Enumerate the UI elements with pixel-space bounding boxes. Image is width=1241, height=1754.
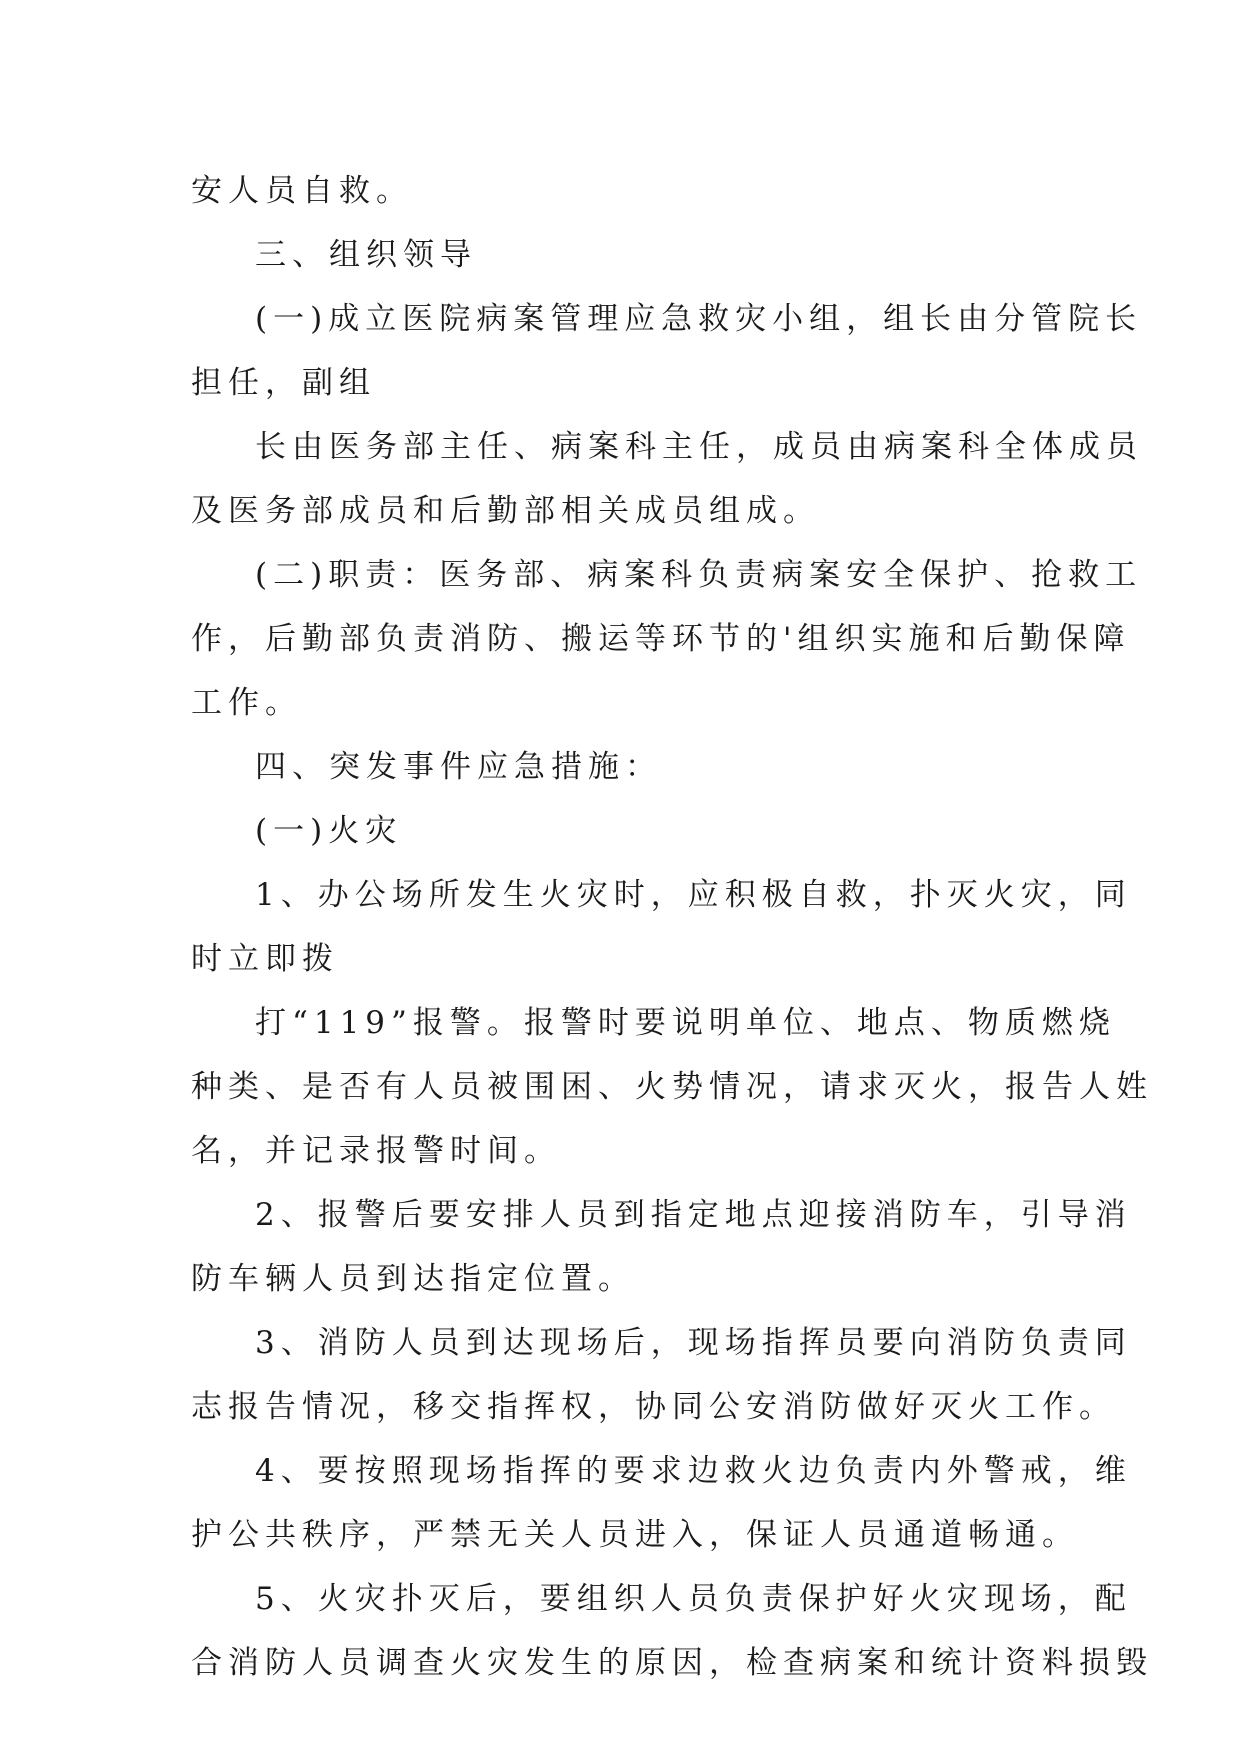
text-line: 时立即拨 (191, 941, 339, 977)
text-line: (一)成立医院病案管理应急救灾小组，组长由分管院长 (255, 301, 1143, 337)
section-heading: 三、组织领导 (255, 237, 477, 273)
text-line: 1、办公场所发生火灾时，应积极自救，扑灭火灾，同 (255, 877, 1132, 913)
text-line: 安人员自救。 (191, 173, 413, 209)
section-heading: 四、突发事件应急措施： (255, 749, 662, 785)
text-line: 4、要按照现场指挥的要求边救火边负责内外警戒，维 (255, 1453, 1132, 1489)
text-line: 作，后勤部负责消防、搬运等环节的'组织实施和后勤保障 (191, 621, 1131, 657)
text-line: 担任，副组 (191, 365, 376, 401)
text-line: 打“119”报警。报警时要说明单位、地点、物质燃烧 (255, 1005, 1116, 1041)
text-line: 3、消防人员到达现场后，现场指挥员要向消防负责同 (255, 1325, 1132, 1361)
text-line: (二)职责：医务部、病案科负责病案安全保护、抢救工 (255, 557, 1143, 593)
text-line: 及医务部成员和后勤部相关成员组成。 (191, 493, 820, 529)
text-line: 防车辆人员到达指定位置。 (191, 1261, 635, 1297)
text-line: 5、火灾扑灭后，要组织人员负责保护好火灾现场，配 (255, 1581, 1132, 1617)
text-line: 名，并记录报警时间。 (191, 1133, 561, 1169)
subsection-heading: (一)火灾 (255, 813, 403, 849)
text-line: 合消防人员调查火灾发生的原因，检查病案和统计资料损毁 (191, 1645, 1153, 1681)
text-line: 种类、是否有人员被围困、火势情况，请求灭火，报告人姓 (191, 1069, 1153, 1105)
text-line: 工作。 (191, 685, 302, 721)
text-line: 2、报警后要安排人员到指定地点迎接消防车，引导消 (255, 1197, 1132, 1233)
document-body (191, 159, 1153, 1695)
text-line: 长由医务部主任、病案科主任，成员由病案科全体成员 (255, 429, 1143, 465)
text-line: 志报告情况，移交指挥权，协同公安消防做好灭火工作。 (191, 1389, 1116, 1425)
text-line: 护公共秩序，严禁无关人员进入，保证人员通道畅通。 (191, 1517, 1079, 1553)
